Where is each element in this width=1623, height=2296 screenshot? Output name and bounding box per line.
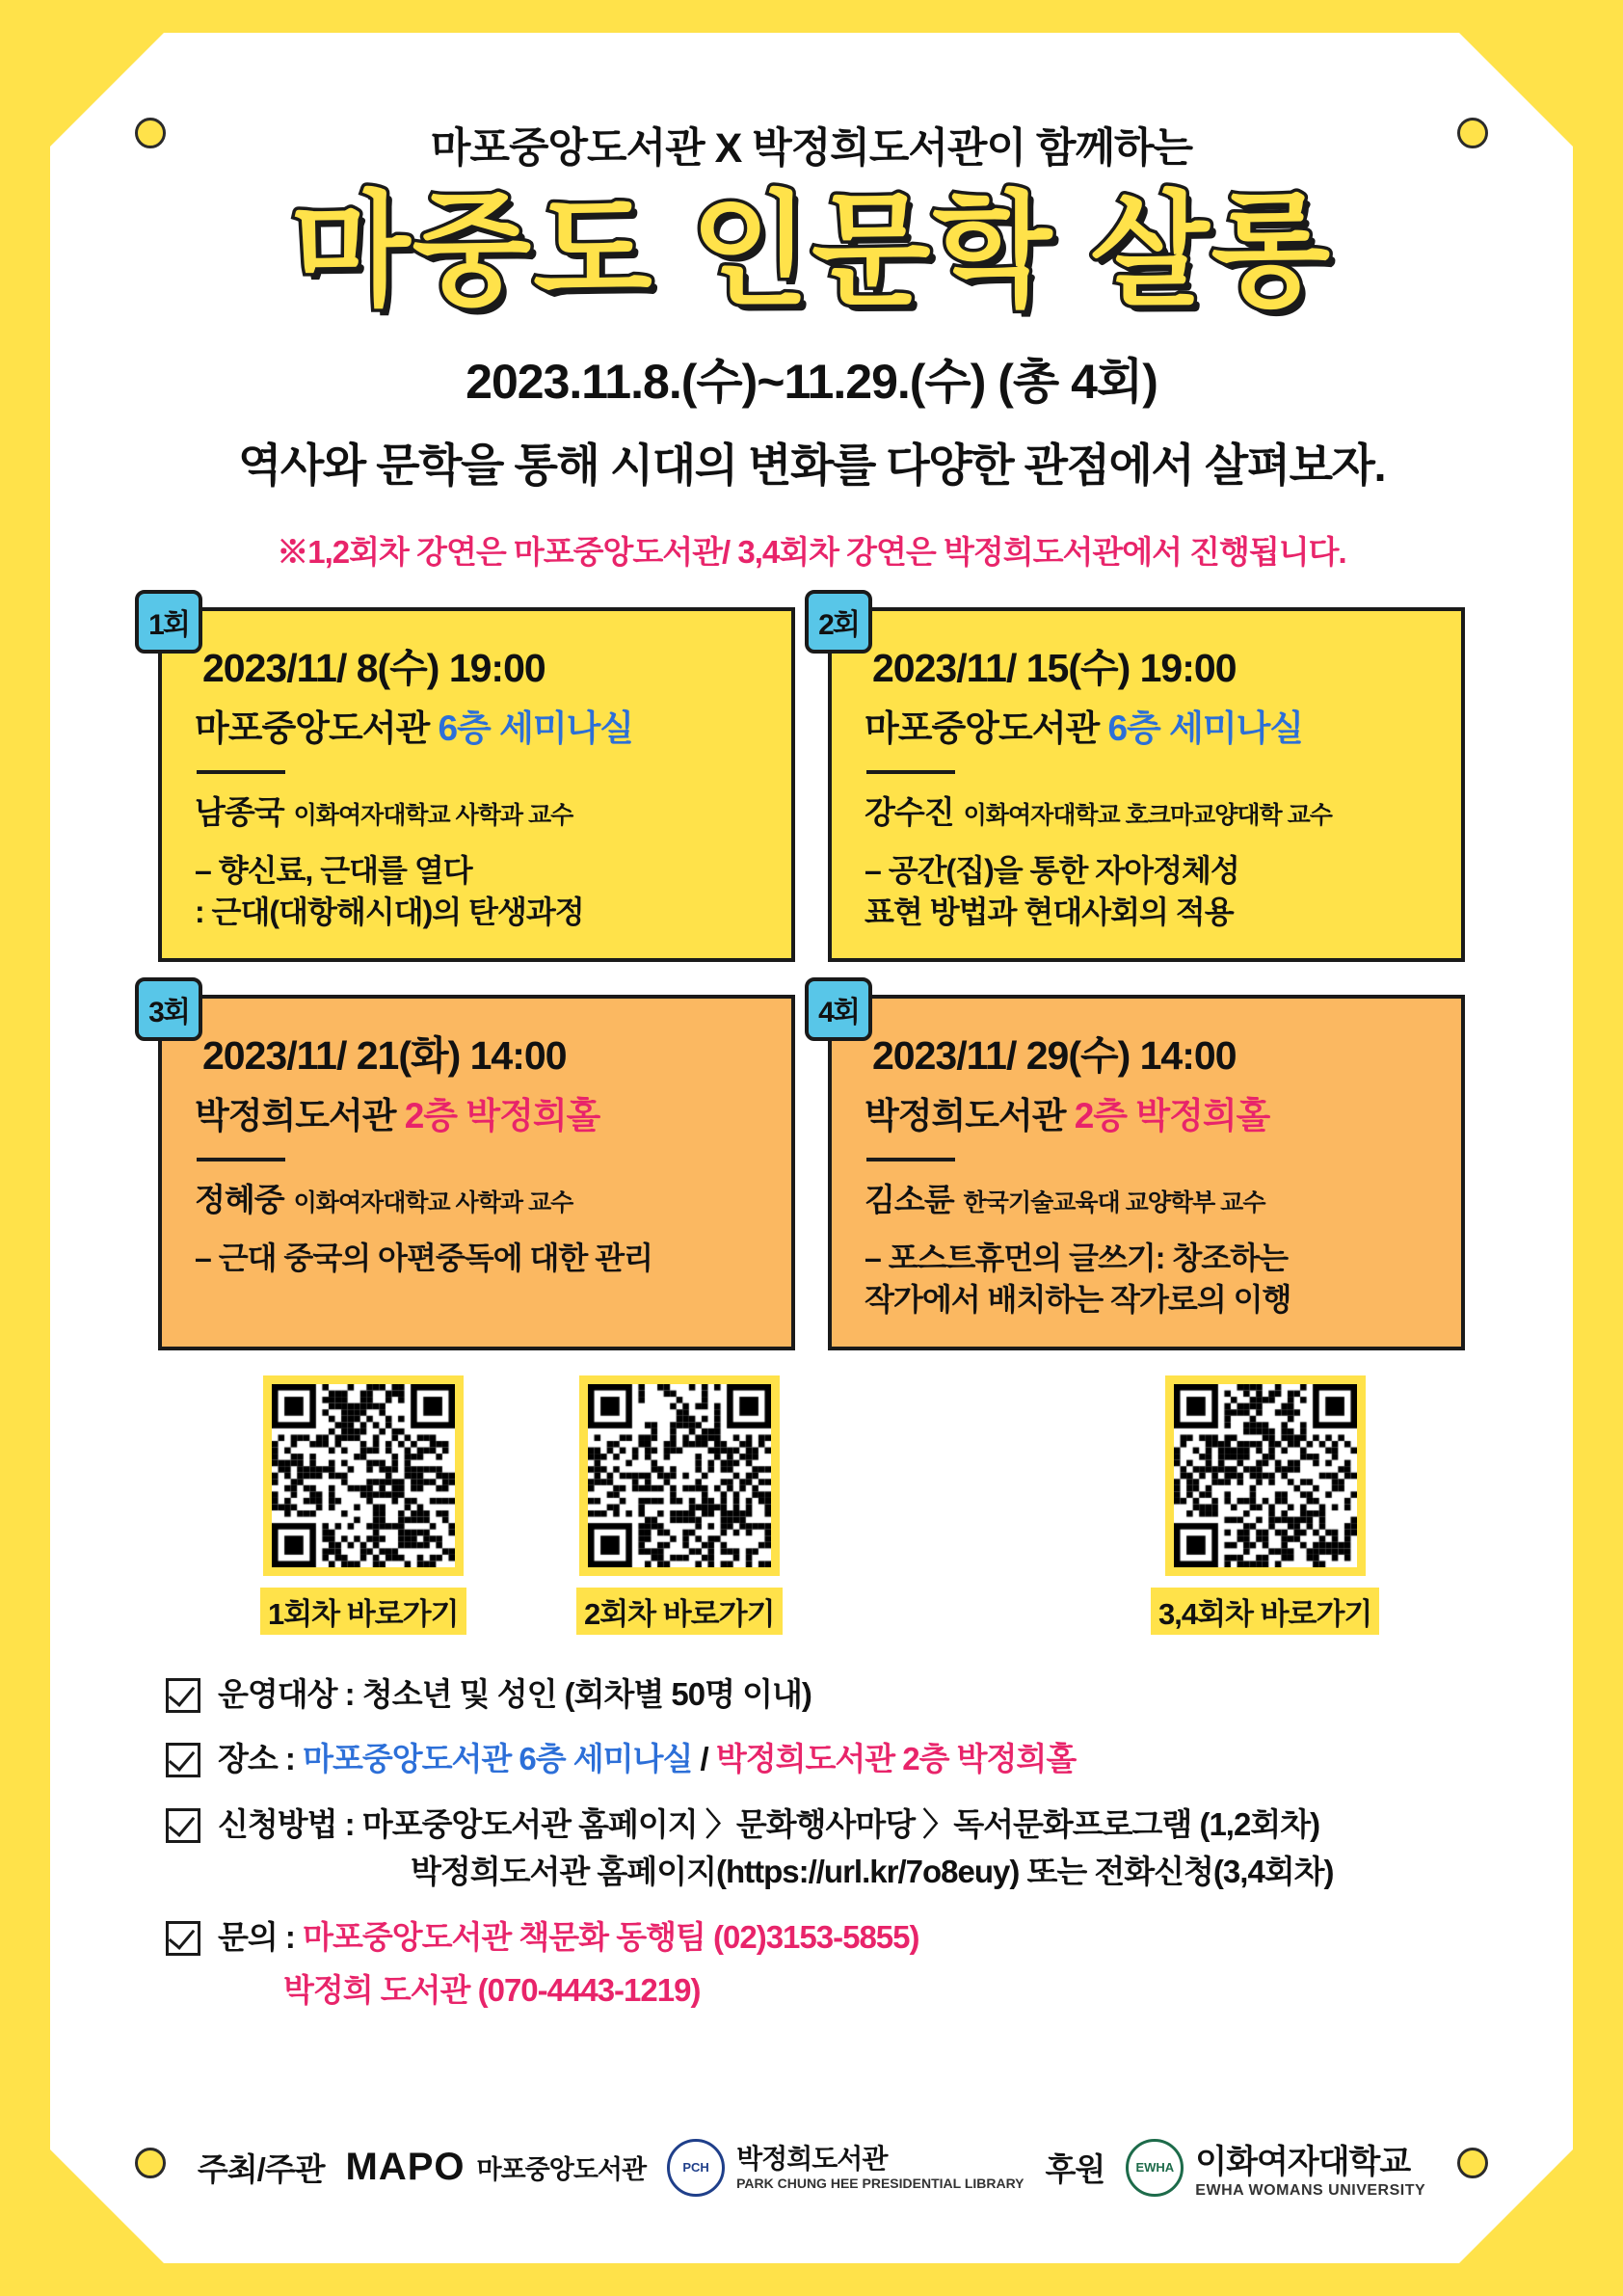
library-seal-icon: PCH — [667, 2139, 725, 2197]
checkbox-icon — [166, 1743, 200, 1777]
qr-block-1[interactable] — [260, 1375, 466, 1635]
info-venue-a: 마포중앙도서관 6층 세미나실 — [303, 1741, 693, 1777]
session-speaker — [865, 788, 1438, 833]
poster-notice: ※1,2회차 강연은 마포중앙도서관/ 3,4회차 강연은 박정희도서관에서 진행됩니다. — [277, 533, 1346, 570]
checkbox-icon — [166, 1921, 200, 1956]
session-topic — [865, 850, 1438, 933]
sponsor-label: 후원 — [1045, 2151, 1105, 2187]
session-speaker — [865, 1175, 1438, 1220]
session-topic-line2: 표현 방법과 현대사회의 적용 — [865, 894, 1234, 929]
pchl-name — [736, 2144, 1024, 2190]
ewha-name-kr: 이화여자대학교 — [1195, 2144, 1411, 2180]
qr-caption: 2회차 바로가기 — [576, 1588, 783, 1635]
session-place-main: 박정희도서관 — [195, 1096, 405, 1136]
qr-caption: 3,4회차 바로가기 — [1151, 1588, 1379, 1635]
session-speaker-affiliation: 이화여자대학교 호크마교양대학 교수 — [963, 801, 1332, 829]
pchl-name-en: PARK CHUNG HEE PRESIDENTIAL LIBRARY — [736, 2175, 1024, 2191]
session-topic-line1: – 공간(집)을 통한 자아정체성 — [865, 852, 1239, 888]
ewha-name — [1195, 2135, 1425, 2200]
qr-caption: 1회차 바로가기 — [260, 1588, 466, 1635]
poster-tagline: 역사와 문학을 통해 시대의 변화를 다양한 관점에서 살펴보자. — [237, 439, 1385, 491]
session-topic-line2: : 근대(대항해시대)의 탄생과정 — [195, 894, 584, 929]
qr-row — [158, 1375, 1465, 1665]
qr-block-2[interactable] — [576, 1375, 783, 1635]
info-row-venue — [166, 1735, 1457, 1783]
session-topic — [195, 1238, 768, 1279]
session-card-1 — [148, 607, 795, 962]
session-badge: 1회 — [135, 590, 202, 654]
session-place — [195, 1086, 768, 1138]
poster-body — [50, 33, 1573, 2263]
info-apply-label: 신청방법 : — [218, 1805, 362, 1842]
session-speaker-affiliation: 이화여자대학교 사학과 교수 — [293, 1189, 573, 1217]
ewha-name-en: EWHA WOMANS UNIVERSITY — [1195, 2182, 1426, 2199]
session-place-main: 박정희도서관 — [865, 1096, 1075, 1136]
session-place-highlight: 6층 세미나실 — [1107, 707, 1304, 748]
corner-dot-top-right — [1457, 118, 1488, 148]
session-place-main: 마포중앙도서관 — [195, 707, 439, 748]
session-date: 2023/11/ 29(수) 14:00 — [872, 1033, 1237, 1079]
checkbox-icon — [166, 1678, 200, 1713]
session-date: 2023/11/ 15(수) 19:00 — [872, 645, 1237, 690]
info-venue-text — [218, 1735, 1076, 1783]
ewha-seal-icon: EWHA — [1126, 2139, 1184, 2197]
qr-code-icon[interactable] — [1165, 1375, 1366, 1576]
info-contact-a: 마포중앙도서관 책문화 동행팀 (02)3153-5855) — [303, 1918, 919, 1955]
session-speaker-name: 남종국 — [195, 793, 284, 830]
divider — [866, 1158, 955, 1161]
session-speaker-name: 김소륜 — [865, 1182, 954, 1218]
info-row-target — [166, 1670, 1457, 1719]
logo-ewha-university — [1126, 2135, 1425, 2200]
session-topic — [865, 1238, 1438, 1321]
session-topic-line1: – 향신료, 근대를 열다 — [195, 852, 472, 888]
checkbox-icon — [166, 1808, 200, 1843]
session-speaker-affiliation: 한국기술교육대 교양학부 교수 — [963, 1189, 1265, 1217]
info-target-value: 청소년 및 성인 (회차별 50명 이내) — [361, 1675, 812, 1712]
session-place — [865, 1086, 1438, 1138]
info-apply-text — [218, 1801, 1334, 1896]
session-speaker — [195, 1175, 768, 1220]
qr-code-icon[interactable] — [579, 1375, 780, 1576]
session-place-main: 마포중앙도서관 — [865, 707, 1108, 748]
session-topic-line1: – 포스트휴먼의 글쓰기: 창조하는 — [865, 1241, 1288, 1276]
poster-title: 마중도 인문학 살롱 — [290, 182, 1333, 320]
info-venue-b: 박정희도서관 2층 박정희홀 — [715, 1741, 1077, 1777]
session-badge: 2회 — [805, 590, 872, 654]
session-speaker — [195, 788, 768, 833]
session-place-highlight: 2층 박정희홀 — [404, 1096, 600, 1136]
session-topic — [195, 850, 768, 933]
info-row-apply — [166, 1801, 1457, 1896]
corner-dot-top-left — [135, 118, 166, 148]
info-venue-sep: / — [692, 1741, 716, 1777]
session-place — [195, 699, 768, 751]
session-card-3 — [148, 995, 795, 1349]
divider — [866, 770, 955, 774]
poster-kicker: 마포중앙도서관 X 박정희도서관이 함께하는 — [430, 125, 1193, 172]
info-contact-text — [218, 1913, 919, 2015]
session-speaker-name: 강수진 — [865, 793, 954, 830]
info-apply-sub: 박정희도서관 홈페이지(https://url.kr/7o8euy) 또는 전화신청(3,4회차) — [411, 1854, 1334, 1890]
poster-date-range: 2023.11.8.(수)~11.29.(수) (총 4회) — [466, 354, 1157, 409]
session-badge: 3회 — [135, 977, 202, 1041]
logo-mapo-library — [346, 2146, 647, 2189]
session-grid — [148, 607, 1465, 1350]
session-place-highlight: 2층 박정희홀 — [1074, 1096, 1270, 1136]
info-venue-label: 장소 : — [218, 1741, 304, 1777]
qr-block-3[interactable] — [1151, 1375, 1379, 1635]
session-speaker-name: 정혜중 — [195, 1182, 284, 1218]
session-card-2 — [818, 607, 1465, 962]
info-row-contact — [166, 1913, 1457, 2015]
divider — [197, 1158, 285, 1161]
qr-code-icon[interactable] — [263, 1375, 464, 1576]
session-date: 2023/11/ 21(화) 14:00 — [202, 1033, 567, 1079]
info-list — [166, 1670, 1457, 2015]
host-label: 주최/주관 — [197, 2151, 325, 2187]
info-target-label: 운영대상 : — [218, 1675, 362, 1712]
info-contact-b: 박정희 도서관 (070-4443-1219) — [283, 1972, 701, 2009]
session-topic-line2: 작가에서 배치하는 작가로의 이행 — [865, 1282, 1291, 1318]
session-date: 2023/11/ 8(수) 19:00 — [202, 645, 545, 690]
session-speaker-affiliation: 이화여자대학교 사학과 교수 — [293, 801, 573, 829]
logo-park-chung-hee-library — [667, 2139, 1024, 2197]
session-topic-line1: – 근대 중국의 아편중독에 대한 관리 — [195, 1241, 653, 1276]
session-place — [865, 699, 1438, 751]
mapo-wordmark: MAPO — [345, 2146, 466, 2188]
info-target-text — [218, 1670, 812, 1719]
footer-logos — [50, 2135, 1573, 2200]
info-contact-label: 문의 : — [218, 1918, 304, 1955]
session-badge: 4회 — [805, 977, 872, 1041]
divider — [197, 770, 285, 774]
mapo-library-name: 마포중앙도서관 — [476, 2155, 647, 2184]
session-card-4 — [818, 995, 1465, 1349]
session-place-highlight: 6층 세미나실 — [438, 707, 634, 748]
pchl-name-kr: 박정희도서관 — [736, 2144, 888, 2175]
info-apply-value: 마포중앙도서관 홈페이지 〉문화행사마당 〉독서문화프로그램 (1,2회차) — [361, 1805, 1320, 1842]
